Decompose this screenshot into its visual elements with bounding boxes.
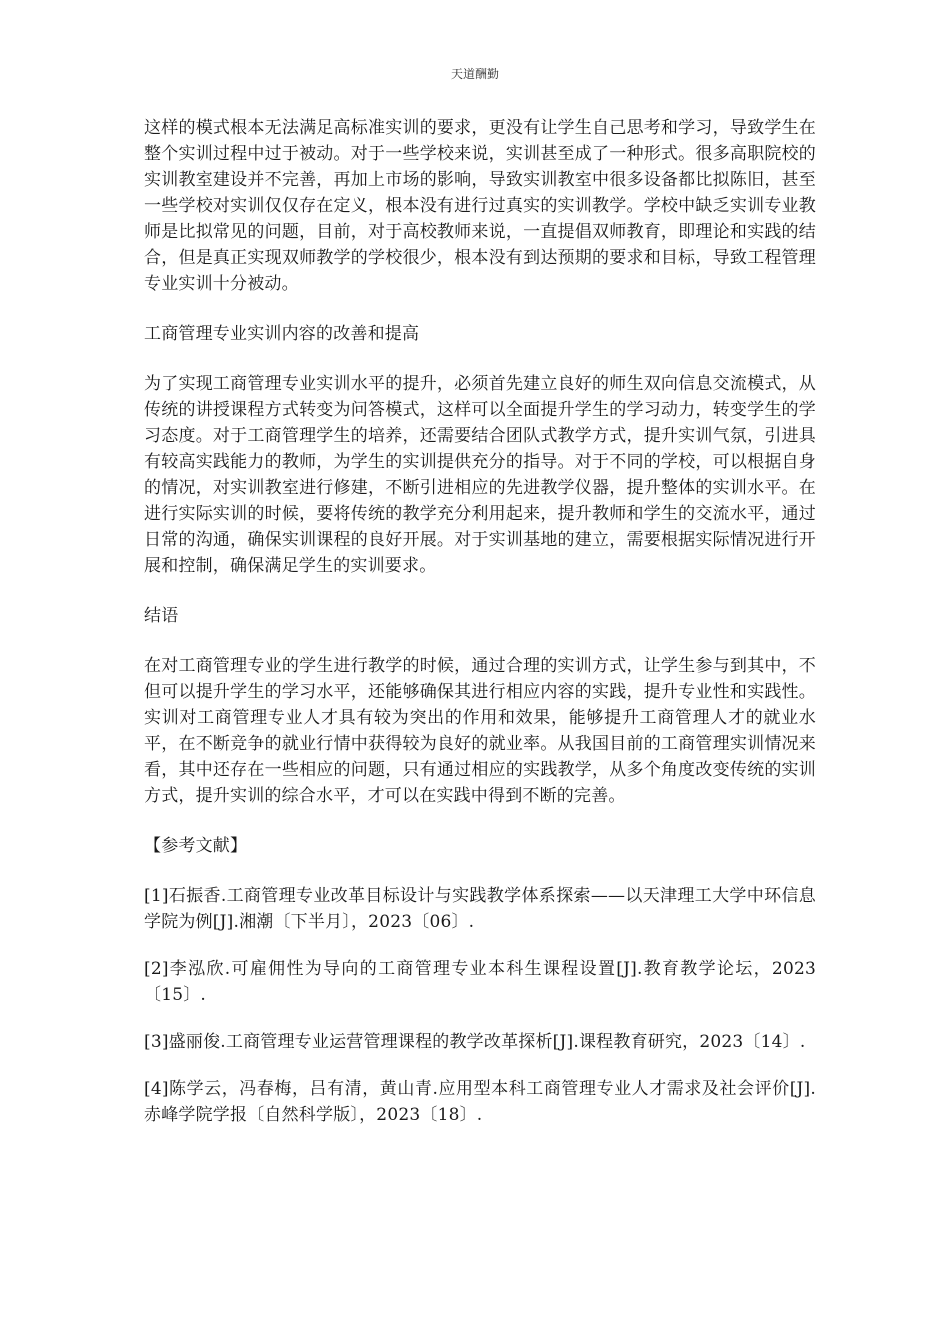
reference-item: [4]陈学云，冯春梅，吕有清，黄山青.应用型本科工商管理专业人才需求及社会评价[J].赤峰学院学报〔自然科学版〕，2023〔18〕. <box>144 1079 816 1125</box>
references-heading: 【参考文献】 <box>144 836 248 856</box>
reference-item: [3]盛丽俊.工商管理专业运营管理课程的教学改革探析[J].课程教育研究，2023〔14〕. <box>144 1032 806 1052</box>
page-header: 天道酬勤 <box>450 67 499 81</box>
paragraph-training-problems: 这样的模式根本无法满足高标准实训的要求，更没有让学生自己思考和学习，导致学生在整个实训过程中过于被动。对于一些学校来说，实训甚至成了一种形式。很多高职院校的实训教室建设并不完善，再加上市场的影响，导致实训教室中很多设备都比拟陈旧，甚至一些学校对实训仅仅存在定义，根本没有进行过真实的实训教学。学校中缺乏实训专业教师是比拟常见的问题，目前，对于高校教师来说，一直提倡双师教育，即理论和实践的结合，但是真正实现双师教学的学校很少，根本没有到达预期的要求和目标，导致工程管理专业实训十分被动。 <box>144 118 816 294</box>
reference-item: [2]李泓欣.可雇佣性为导向的工商管理专业本科生课程设置[J].教育教学论坛，2023〔15〕. <box>144 959 816 1005</box>
section-heading-conclusion: 结语 <box>144 606 179 626</box>
reference-item: [1]石振香.工商管理专业改革目标设计与实践教学体系探索——以天津理工大学中环信息学院为例[J].湘潮〔下半月〕，2023〔06〕. <box>144 886 816 932</box>
paragraph-conclusion: 在对工商管理专业的学生进行教学的时候，通过合理的实训方式，让学生参与到其中，不但可以提升学生的学习水平，还能够确保其进行相应内容的实践，提升专业性和实践性。实训对工商管理专业人才具有较为突出的作用和效果，能够提升工商管理人才的就业水平，在不断竞争的就业行情中获得较为良好的就业率。从我国目前的工商管理实训情况来看，其中还存在一些相应的问题，只有通过相应的实践教学，从多个角度改变传统的实训方式，提升实训的综合水平，才可以在实践中得到不断的完善。 <box>144 656 816 806</box>
document-body <box>144 115 816 1149</box>
paragraph-improvement: 为了实现工商管理专业实训水平的提升，必须首先建立良好的师生双向信息交流模式，从传统的讲授课程方式转变为问答模式，这样可以全面提升学生的学习动力，转变学生的学习态度。对于工商管理学生的培养，还需要结合团队式教学方式，提升实训气氛，引进具有较高实践能力的教师，为学生的实训提供充分的指导。对于不同的学校，可以根据自身的情况，对实训教室进行修建，不断引进相应的先进教学仪器，提升整体的实训水平。在进行实际实训的时候，要将传统的教学充分利用起来，提升教师和学生的交流水平，通过日常的沟通，确保实训课程的良好开展。对于实训基地的建立，需要根据实际情况进行开展和控制，确保满足学生的实训要求。 <box>144 374 816 576</box>
section-heading-improvement: 工商管理专业实训内容的改善和提高 <box>144 324 420 344</box>
